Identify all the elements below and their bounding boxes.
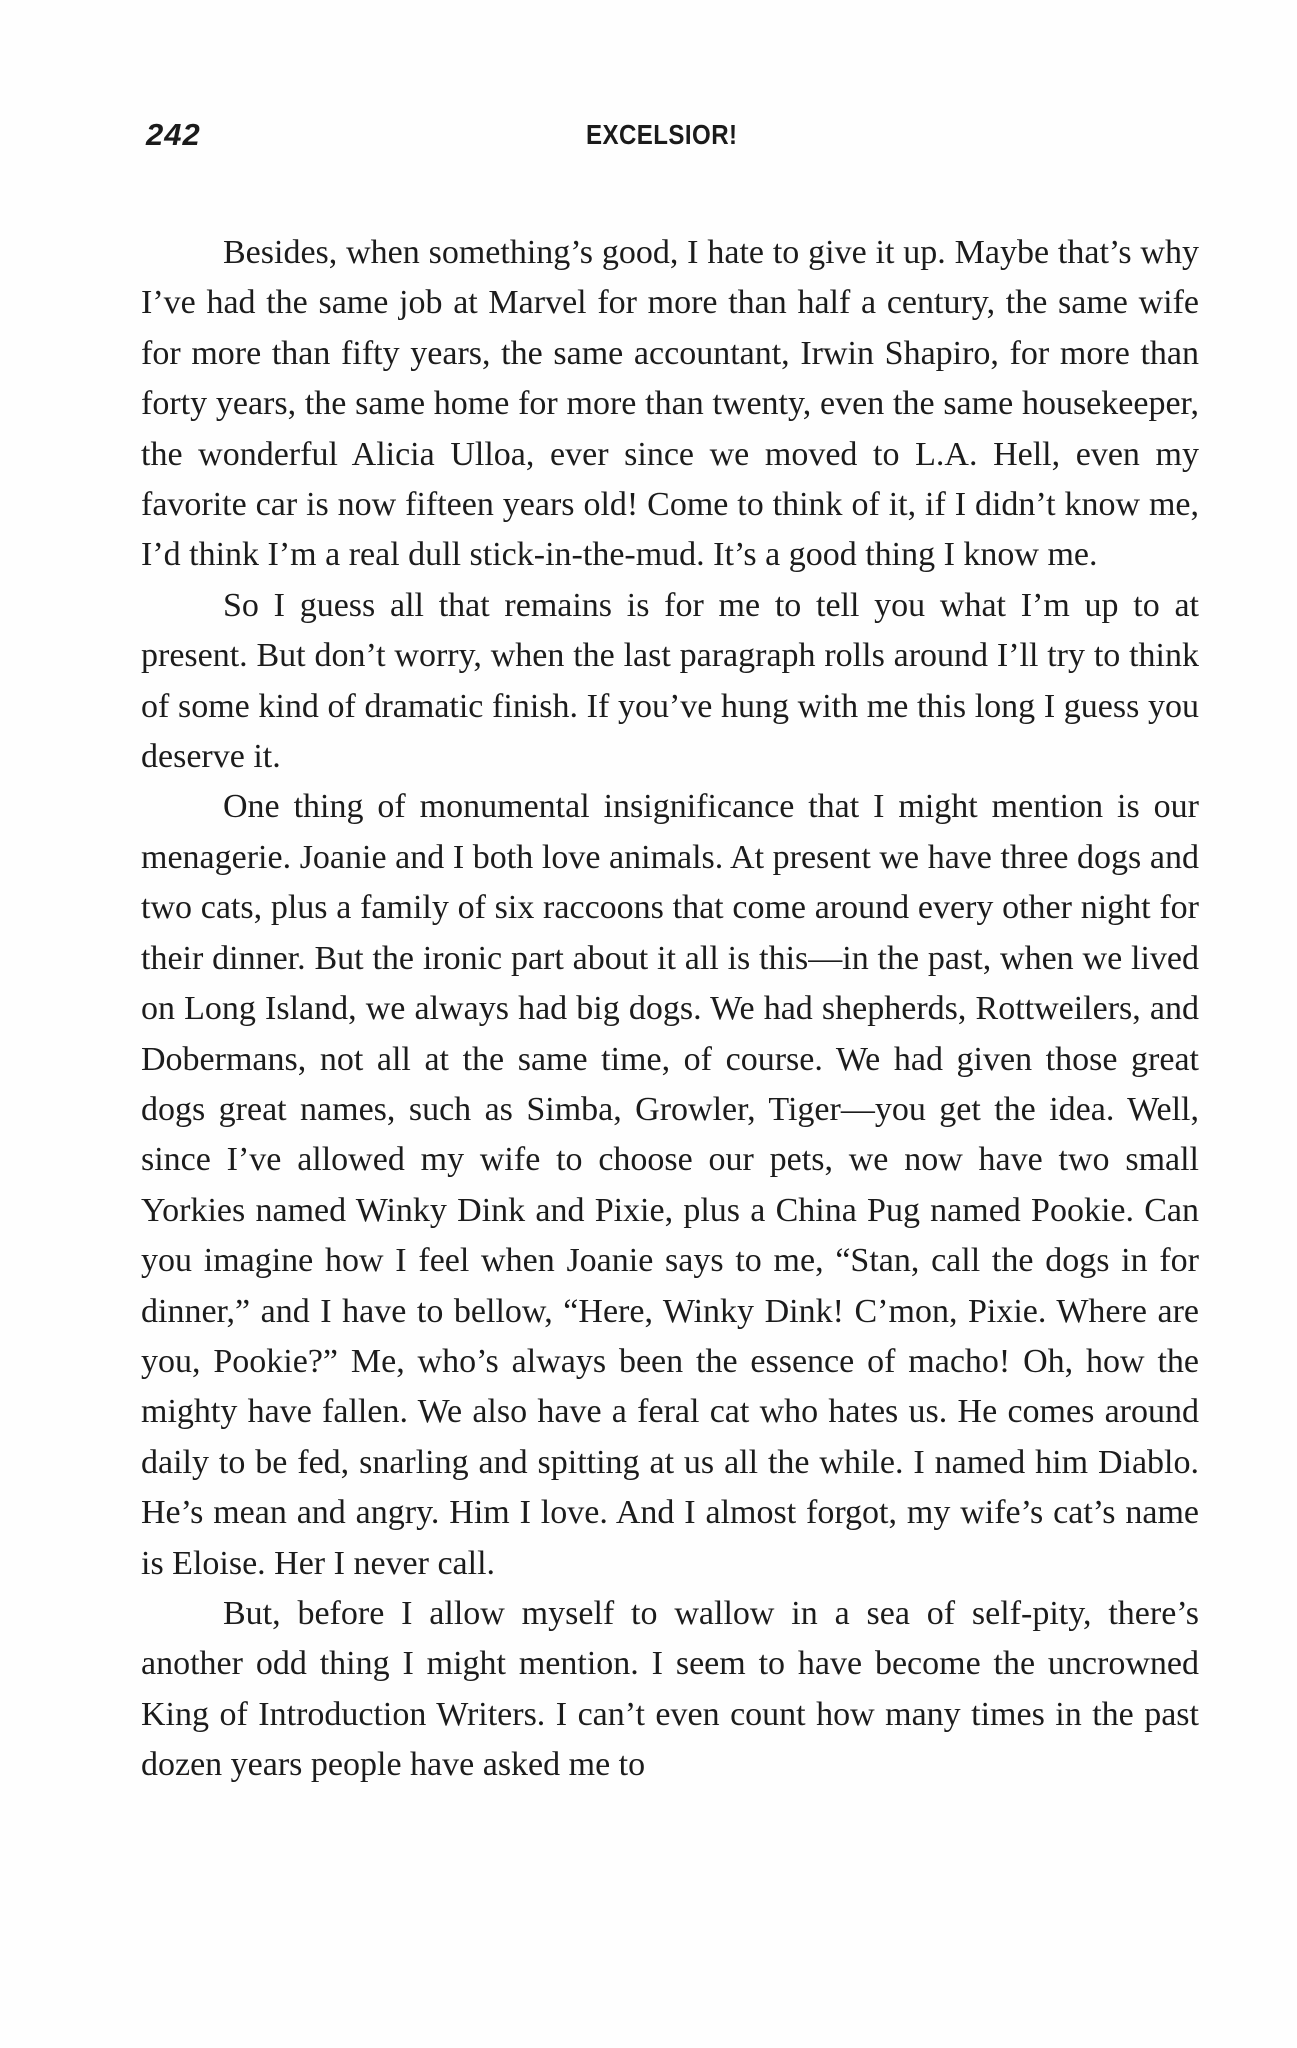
body-text [141, 228, 1199, 1791]
page-number: 242 [146, 117, 201, 152]
paragraph-4: But, before I allow myself to wallow in a sea of self-pity, there’s another odd thing I might mention. I seem to have become the uncrowned King of Introduction Writers. I can’t even count how many times in the past dozen years people have asked me to [141, 1594, 1199, 1784]
paragraph-2: So I guess all that remains is for me to tell you what I’m up to at present. But don’t worry, when the last paragraph rolls around I’ll try to think of some kind of dramatic finish. If you’ve hung with me this long I guess you deserve it. [141, 586, 1199, 776]
running-title: EXCELSIOR! [586, 119, 738, 150]
paragraph-3: One thing of monumental insignificance that I might mention is our menagerie. Joanie and I both love animals. At present we have three dogs and two cats, plus a family of six raccoons that come around every other night for their dinner. But the ironic part about it all is this—in the past, when we lived on Long Island, we always had big dogs. We had shepherds, Rottweilers, and Dobermans, not all at the same time, of course. We had given those great dogs great names, such as Simba, Growler, Tiger—you get the idea. Well, since I’ve allowed my wife to choose our pets, we now have two small Yorkies named Winky Dink and Pixie, plus a China Pug named Pookie. Can you imagine how I feel when Joanie says to me, “Stan, call the dogs in for dinner,” and I have to bellow, “Here, Winky Dink! C’mon, Pixie. Where are you, Pookie?” Me, who’s always been the essence of macho! Oh, how the mighty have fallen. We also have a feral cat who hates us. He comes around daily to be fed, snarling and spitting at us all the while. I named him Diablo. He’s mean and angry. Him I love. And I almost forgot, my wife’s cat’s name is Eloise. Her I never call. [141, 788, 1199, 1582]
paragraph-1: Besides, when something’s good, I hate to give it up. Maybe that’s why I’ve had the same job at Marvel for more than half a century, the same wife for more than fifty years, the same accountant, Irwin Shapiro, for more than forty years, the same home for more than twenty, even the same housekeeper, the wonderful Alicia Ulloa, ever since we moved to L.A. Hell, even my favorite car is now fifteen years old! Come to think of it, if I didn’t know me, I’d think I’m a real dull stick-in-the-mud. It’s a good thing I know me. [141, 234, 1199, 574]
running-head [146, 117, 1198, 157]
